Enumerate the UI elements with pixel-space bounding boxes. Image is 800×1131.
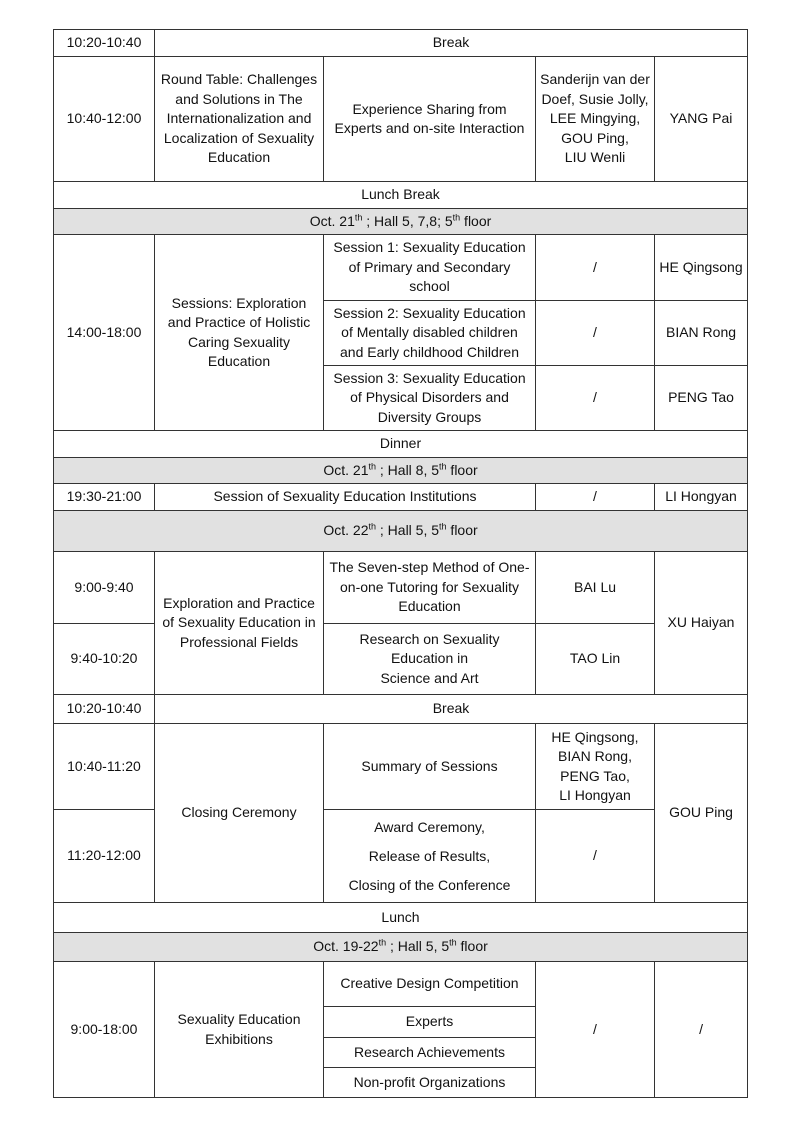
session-name: Session 2: Sexuality Education of Mentally disabled children and Early childhood Children: [324, 301, 536, 366]
speaker-name: GOU Ping,: [561, 129, 629, 146]
session-title: Round Table: Challenges and Solutions in The Internationalization and Localization of Sexuality Education: [155, 57, 324, 182]
break-label: Break: [155, 30, 748, 57]
break-label: Break: [155, 695, 748, 724]
time-cell: 9:40-10:20: [54, 624, 155, 695]
speakers-cell: /: [536, 962, 655, 1098]
table-row: [54, 552, 748, 624]
speaker-name: LEE Mingying,: [549, 110, 641, 127]
session-content: Experience Sharing from Experts and on-site Interaction: [324, 57, 536, 182]
session-content: Award Ceremony, Release of Results, Closing of the Conference: [324, 810, 536, 903]
host-cell: GOU Ping: [655, 724, 748, 903]
talk-title: Research on Sexuality Education in Science and Art: [324, 624, 536, 695]
speaker-name: LIU Wenli: [564, 149, 626, 166]
table-row: [54, 903, 748, 933]
session-title: Closing Ceremony: [155, 724, 324, 903]
speaker-name: HE Qingsong,: [551, 728, 639, 745]
date-header: Oct. 21th ; Hall 8, 5th floor: [54, 458, 748, 484]
time-cell: 11:20-12:00: [54, 810, 155, 903]
speakers-cell: /: [536, 366, 655, 431]
date-header-row: [54, 458, 748, 484]
session-title: Sessions: Exploration and Practice of Holistic Caring Sexuality Education: [155, 235, 324, 431]
speakers-cell: TAO Lin: [536, 624, 655, 695]
host-cell: BIAN Rong: [655, 301, 748, 366]
speakers-cell: [536, 724, 655, 810]
date-header: Oct. 22th ; Hall 5, 5th floor: [54, 511, 748, 552]
time-cell: 9:00-9:40: [54, 552, 155, 624]
session-name: Session 1: Sexuality Education of Primary and Secondary school: [324, 235, 536, 301]
lunch-break-label: Lunch Break: [54, 182, 748, 209]
host-cell: PENG Tao: [655, 366, 748, 431]
session-name: Session 3: Sexuality Education of Physical Disorders and Diversity Groups: [324, 366, 536, 431]
table-row: [54, 695, 748, 724]
table-row: [54, 724, 748, 810]
date-header-row: [54, 209, 748, 235]
time-cell: 19:30-21:00: [54, 484, 155, 511]
time-cell: 10:20-10:40: [54, 30, 155, 57]
time-cell: 10:20-10:40: [54, 695, 155, 724]
dinner-label: Dinner: [54, 431, 748, 458]
date-header-row: [54, 933, 748, 962]
table-row: [54, 484, 748, 511]
session-title: Exploration and Practice of Sexuality Education in Professional Fields: [155, 552, 324, 695]
table-row: [54, 182, 748, 209]
exhibition-item: Research Achievements: [324, 1038, 536, 1068]
lunch-label: Lunch: [54, 903, 748, 933]
host-cell: YANG Pai: [655, 57, 748, 182]
table-row: [54, 30, 748, 57]
session-title: Session of Sexuality Education Institutions: [155, 484, 536, 511]
table-row: [54, 235, 748, 301]
exhibition-item: Non-profit Organizations: [324, 1068, 536, 1098]
time-cell: 14:00-18:00: [54, 235, 155, 431]
date-header: Oct. 21th ; Hall 5, 7,8; 5th floor: [54, 209, 748, 235]
speaker-name: LI Hongyan: [559, 787, 631, 803]
date-header: Oct. 19-22th ; Hall 5, 5th floor: [54, 933, 748, 962]
time-cell: 10:40-12:00: [54, 57, 155, 182]
talk-title: The Seven-step Method of One-on-one Tutoring for Sexuality Education: [324, 552, 536, 624]
table-row: [54, 431, 748, 458]
time-cell: 9:00-18:00: [54, 962, 155, 1098]
session-title: Sexuality Education Exhibitions: [155, 962, 324, 1098]
table-row: [54, 962, 748, 1007]
host-cell: LI Hongyan: [655, 484, 748, 511]
speakers-cell: /: [536, 484, 655, 511]
speaker-name: Sanderijn van der Doef, Susie Jolly,: [540, 71, 650, 107]
speaker-name: BIAN Rong,: [558, 748, 632, 764]
exhibition-item: Creative Design Competition: [324, 962, 536, 1007]
session-content: Summary of Sessions: [324, 724, 536, 810]
host-cell: /: [655, 962, 748, 1098]
host-cell: XU Haiyan: [655, 552, 748, 695]
time-cell: 10:40-11:20: [54, 724, 155, 810]
speaker-name: PENG Tao,: [560, 767, 630, 784]
table-row: [54, 57, 748, 182]
speakers-cell: [536, 57, 655, 182]
exhibition-item: Experts: [324, 1007, 536, 1038]
speakers-cell: /: [536, 301, 655, 366]
host-cell: HE Qingsong: [655, 235, 748, 301]
schedule-table: [53, 29, 748, 1098]
date-header-row: [54, 511, 748, 552]
speakers-cell: /: [536, 235, 655, 301]
speakers-cell: BAI Lu: [536, 552, 655, 624]
speakers-cell: /: [536, 810, 655, 903]
